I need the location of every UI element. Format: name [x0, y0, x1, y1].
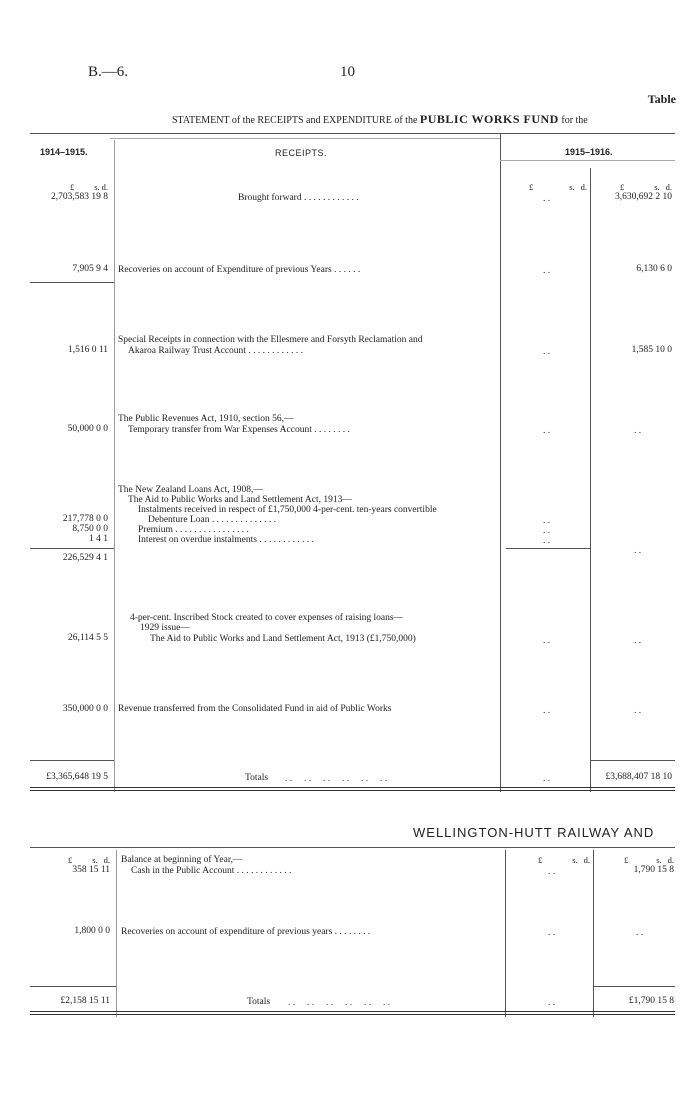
t2-currency-current [624, 855, 674, 865]
pound-sign: £ [70, 182, 75, 192]
revenue-transfer-label: Revenue transferred from the Consolidated Fund in aid of Public Works [118, 704, 392, 714]
col-header-1915: 1915–1916. [565, 147, 613, 157]
t2-totals-current: £1,790 15 8 [628, 996, 674, 1006]
currency-units-prev [70, 182, 108, 192]
loans-prev-item-3: 1 4 1 [89, 534, 108, 544]
for-the-text: for the [561, 115, 588, 126]
t2-totals-mid: . . [548, 998, 556, 1008]
fund-name: PUBLIC WORKS FUND [419, 112, 559, 126]
totals-dots: . . . . . . . . . . . . [285, 774, 388, 784]
brought-forward-label: Brought forward . . . . . . . . . . . . [238, 193, 359, 203]
loans-prev-total: 226,529 4 1 [62, 553, 108, 563]
loans-current: . . [634, 546, 642, 556]
balance-current: 1,790 15 8 [633, 865, 674, 875]
loans-prev-item-2: 8,750 0 0 [72, 524, 108, 534]
public-revenues-mid: . . [543, 426, 551, 436]
t2-currency-prev [68, 855, 110, 865]
revenue-transfer-prev: 350,000 0 0 [62, 704, 108, 714]
pence-sign: d. [580, 182, 587, 192]
revenue-transfer-current: . . [634, 706, 642, 716]
t2-currency-mid [538, 855, 590, 865]
page-number: 10 [340, 64, 355, 80]
pound-sign: £ [68, 855, 73, 865]
balance-mid: . . [548, 867, 556, 877]
t2-totals-dots: . . . . . . . . . . . . [288, 998, 391, 1008]
public-revenues-prev: 50,000 0 0 [67, 424, 108, 434]
shillings-sign: s. [656, 855, 662, 865]
col-header-receipts: RECEIPTS. [275, 148, 328, 158]
pence-sign: d. [101, 182, 108, 192]
t2-totals-prev: £2,158 15 11 [60, 996, 110, 1006]
loans-line-5: Premium . . . . . . . . . . . . . . . . [138, 525, 249, 535]
inscribed-current: . . [634, 636, 642, 646]
public-revenues-label-1: The Public Revenues Act, 1910, section 56,— [118, 414, 294, 424]
shillings-sign: s. [569, 182, 575, 192]
loans-prev-item-1: 217,778 0 0 [62, 514, 108, 524]
loans-mid-dots-1: . . [543, 516, 551, 526]
totals-label: Totals [245, 773, 269, 783]
pound-sign: £ [624, 855, 629, 865]
currency-units-mid [529, 182, 587, 192]
totals-current: £3,688,407 18 10 [605, 772, 672, 782]
shillings-sign: s. [92, 855, 98, 865]
brought-forward-current: 3,630,692 2 10 [615, 192, 672, 202]
pence-sign: d. [667, 855, 674, 865]
totals-mid: . . [543, 774, 551, 784]
shillings-sign: s. [572, 855, 578, 865]
recoveries-prev: 7,905 9 4 [72, 264, 108, 274]
col-header-1914: 1914–1915. [40, 147, 88, 157]
loans-line-3: Instalments received in respect of £1,750,000 4-per-cent. ten-years convertible [138, 505, 437, 515]
loans-line-6: Interest on overdue instalments . . . . . . . . . . . . [138, 535, 314, 545]
inscribed-line-2: 1929 issue— [140, 623, 190, 633]
recoveries-mid: . . [543, 266, 551, 276]
page-ref: B.—6. [88, 64, 129, 80]
loans-mid-dots-2: . . [543, 526, 551, 536]
shillings-sign: s. [94, 182, 100, 192]
loans-line-1: The New Zealand Loans Act, 1908,— [118, 485, 263, 495]
loans-line-4: Debenture Loan . . . . . . . . . . . . . . [148, 515, 276, 525]
pence-sign: d. [665, 182, 672, 192]
statement-title [172, 112, 588, 127]
table-word: Table [647, 92, 676, 106]
statement-text: STATEMENT of the RECEIPTS and EXPENDITURE of the [172, 115, 418, 126]
recoveries-current: 6,130 6 0 [636, 264, 672, 274]
currency-units-current [620, 182, 672, 192]
balance-label-2: Cash in the Public Account . . . . . . . . . . . . [131, 866, 292, 876]
inscribed-line-3: The Aid to Public Works and Land Settlement Act, 1913 (£1,750,000) [150, 634, 416, 644]
recoveries-label: Recoveries on account of Expenditure of previous Years . . . . . . [118, 265, 361, 275]
t2-recoveries-mid: . . [548, 928, 556, 938]
special-receipts-label-1: Special Receipts in connection with the Ellesmere and Forsyth Reclamation and [118, 335, 423, 345]
t2-totals-label: Totals [247, 997, 271, 1007]
inscribed-line-1: 4-per-cent. Inscribed Stock created to cover expenses of raising loans— [130, 613, 404, 623]
table2-heading: WELLINGTON-HUTT RAILWAY AND [413, 825, 655, 840]
pound-sign: £ [538, 855, 543, 865]
t2-recoveries-current: . . [636, 928, 644, 938]
loans-line-2: The Aid to Public Works and Land Settlement Act, 1913— [128, 495, 352, 505]
loans-mid-dots-3: . . [543, 536, 551, 546]
special-receipts-prev: 1,516 0 11 [67, 345, 108, 355]
special-receipts-current: 1,585 10 0 [631, 345, 672, 355]
pence-sign: d. [103, 855, 110, 865]
t2-recoveries-label: Recoveries on account of expenditure of previous years . . . . . . . . [121, 927, 371, 937]
pound-sign: £ [620, 182, 625, 192]
pound-sign: £ [529, 182, 534, 192]
special-receipts-label-2: Akaroa Railway Trust Account . . . . . . . . . . . . [128, 346, 303, 356]
public-revenues-current: . . [634, 426, 642, 436]
revenue-transfer-mid: . . [543, 706, 551, 716]
balance-prev: 358 15 11 [72, 865, 110, 875]
shillings-sign: s. [654, 182, 660, 192]
balance-label-1: Balance at beginning of Year,— [121, 855, 243, 865]
inscribed-mid: . . [543, 636, 551, 646]
public-revenues-label-2: Temporary transfer from War Expenses Account . . . . . . . . [128, 425, 350, 435]
inscribed-prev: 26,114 5 5 [67, 633, 108, 643]
special-receipts-mid: . . [543, 347, 551, 357]
t2-recoveries-prev: 1,800 0 0 [74, 926, 110, 936]
brought-forward-mid: . . [543, 194, 551, 204]
pence-sign: d. [583, 855, 590, 865]
brought-forward-prev: 2,703,583 19 8 [51, 192, 108, 202]
totals-prev: £3,365,648 19 5 [46, 772, 108, 782]
